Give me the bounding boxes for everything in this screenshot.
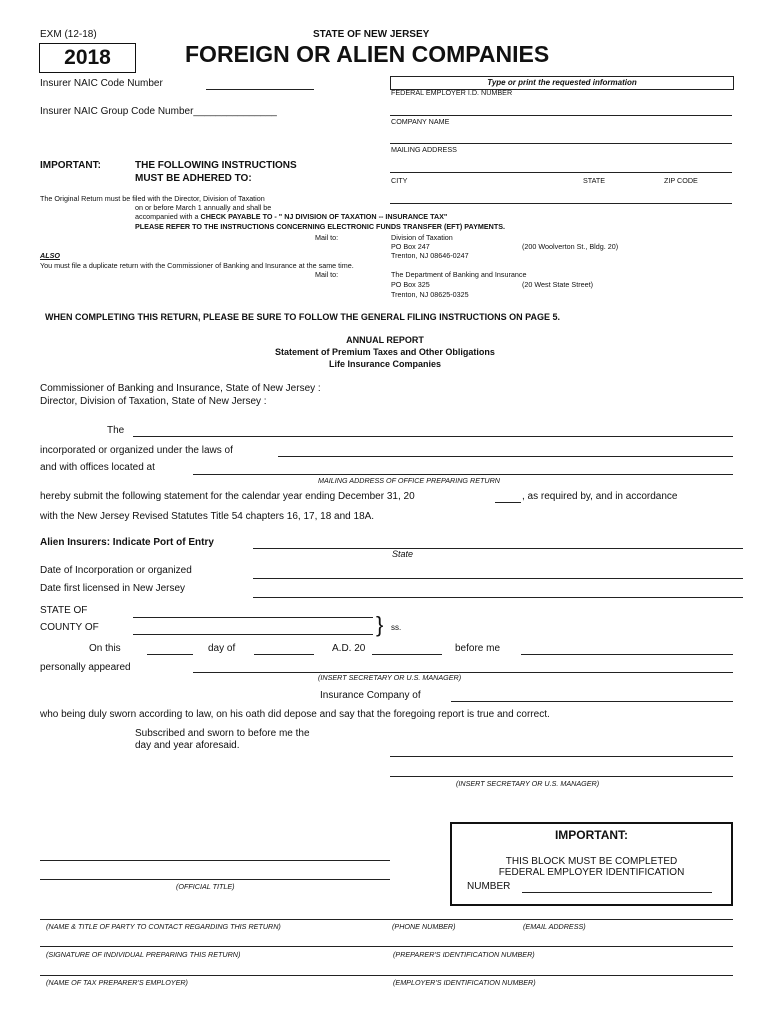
ss-label: ss. bbox=[391, 623, 402, 632]
tax-addr1: Division of Taxation bbox=[391, 233, 453, 242]
tax-addr2: PO Box 247 bbox=[391, 242, 430, 251]
brace: } bbox=[376, 612, 384, 637]
year-box bbox=[39, 43, 136, 73]
state-caption: State bbox=[392, 549, 414, 559]
mailing-address-label: MAILING ADDRESS bbox=[391, 145, 457, 154]
instr-line3-pre: accompanied with a bbox=[135, 212, 201, 221]
ad-field[interactable] bbox=[372, 654, 442, 655]
important-box-line3: NUMBER bbox=[467, 881, 511, 892]
mailing-address-field[interactable] bbox=[390, 143, 732, 144]
ad-label: A.D. 20 bbox=[332, 643, 366, 654]
important-box-line2: FEDERAL EMPLOYER IDENTIFICATION bbox=[498, 867, 685, 878]
tax-addr3: Trenton, NJ 08646-0247 bbox=[391, 251, 469, 260]
naic-code-field[interactable] bbox=[206, 89, 314, 90]
date-inc-field[interactable] bbox=[253, 578, 743, 579]
mailing-caption: MAILING ADDRESS OF OFFICE PREPARING RETURN bbox=[318, 476, 500, 485]
zip-label: ZIP CODE bbox=[664, 176, 698, 185]
tax-addr2-alt: (200 Woolverton St., Bldg. 20) bbox=[522, 242, 619, 251]
on-this-field[interactable] bbox=[147, 654, 193, 655]
addressee-2: Director, Division of Taxation, State of New Jersey : bbox=[40, 396, 267, 407]
personally-field[interactable] bbox=[193, 672, 733, 673]
county-of-label: COUNTY OF bbox=[40, 622, 99, 633]
general-note: WHEN COMPLETING THIS RETURN, PLEASE BE SURE TO FOLLOW THE GENERAL FILING INSTRUCTIONS ON PAGE 5. bbox=[45, 312, 561, 322]
date-lic-field[interactable] bbox=[253, 597, 743, 598]
before-me-field[interactable] bbox=[521, 654, 733, 655]
important-box bbox=[450, 822, 733, 906]
instr-line3-bold: CHECK PAYABLE TO - " NJ DIVISION OF TAXATION -- INSURANCE TAX" bbox=[200, 212, 448, 221]
also-label: ALSO bbox=[40, 251, 60, 260]
subscribed-field[interactable] bbox=[390, 756, 733, 757]
submit-post: , as required by, and in accordance bbox=[522, 491, 678, 502]
mail-to-2: Mail to: bbox=[315, 270, 339, 279]
day-of-field[interactable] bbox=[254, 654, 314, 655]
employer-id-caption: (EMPLOYER'S IDENTIFICATION NUMBER) bbox=[393, 978, 536, 987]
state-heading: STATE OF NEW JERSEY bbox=[313, 29, 430, 40]
company-name-field[interactable] bbox=[390, 115, 732, 116]
instruction-text: Type or print the requested information bbox=[487, 78, 637, 87]
instr-line1: The Original Return must be filed with the Director, Division of Taxation bbox=[40, 194, 265, 203]
bank-addr2: PO Box 325 bbox=[391, 280, 430, 289]
fein-number-field[interactable] bbox=[522, 892, 712, 893]
important-box-title: IMPORTANT: bbox=[554, 828, 629, 842]
form-title: FOREIGN OR ALIEN COMPANIES bbox=[185, 41, 550, 67]
official-signature-field[interactable] bbox=[40, 860, 390, 861]
instr-eft: PLEASE REFER TO THE INSTRUCTIONS CONCERNING ELECTRONIC FUNDS TRANSFER (EFT) PAYMENTS. bbox=[135, 222, 506, 231]
contact-caption: (NAME & TITLE OF PARTY TO CONTACT REGARDING THIS RETURN) bbox=[46, 922, 281, 931]
county-of-field[interactable] bbox=[133, 634, 373, 635]
secretary-caption: (INSERT SECRETARY OR U.S. MANAGER) bbox=[318, 673, 462, 682]
report-subtitle2: Life Insurance Companies bbox=[328, 359, 442, 369]
on-this-label: On this bbox=[89, 643, 121, 654]
instr-line2: on or before March 1 annually and shall be bbox=[135, 203, 272, 212]
city-label: CITY bbox=[391, 176, 408, 185]
offices-field[interactable] bbox=[193, 474, 733, 475]
subscribed-2: day and year aforesaid. bbox=[135, 740, 240, 751]
official-title-field[interactable] bbox=[40, 879, 390, 880]
report-title: ANNUAL REPORT bbox=[346, 335, 424, 345]
signature-caption: (SIGNATURE OF INDIVIDUAL PREPARING THIS RETURN) bbox=[46, 950, 241, 959]
naic-code-label: Insurer NAIC Code Number bbox=[40, 78, 163, 89]
incorporated-label: incorporated or organized under the laws of bbox=[40, 445, 233, 456]
city-field[interactable] bbox=[390, 172, 732, 173]
year-label: 2018 bbox=[64, 46, 111, 69]
important-box-line1: THIS BLOCK MUST BE COMPLETED bbox=[505, 856, 678, 867]
laws-of-field[interactable] bbox=[278, 456, 733, 457]
statutes-line: with the New Jersey Revised Statutes Title 54 chapters 16, 17, 18 and 18A. bbox=[40, 511, 375, 522]
city-state-zip-field[interactable] bbox=[390, 203, 732, 204]
sworn-line: who being duly sworn according to law, on his oath did depose and say that the foregoing report is true and correct. bbox=[40, 709, 550, 720]
state-of-field[interactable] bbox=[133, 617, 373, 618]
report-subtitle1: Statement of Premium Taxes and Other Obligations bbox=[275, 347, 495, 357]
company-name-label: COMPANY NAME bbox=[391, 117, 450, 126]
preparer-id-caption: (PREPARER'S IDENTIFICATION NUMBER) bbox=[393, 950, 535, 959]
secretary-caption-2: (INSERT SECRETARY OR U.S. MANAGER) bbox=[456, 779, 600, 788]
form-code: EXM (12-18) bbox=[40, 29, 97, 40]
signature-field[interactable] bbox=[40, 946, 733, 947]
state-label: STATE bbox=[583, 176, 606, 185]
ins-co-field[interactable] bbox=[451, 701, 733, 702]
personally-label: personally appeared bbox=[40, 662, 131, 673]
employer-name-caption: (NAME OF TAX PREPARER'S EMPLOYER) bbox=[46, 978, 188, 987]
date-lic-label: Date first licensed in New Jersey bbox=[40, 583, 186, 594]
official-title-caption: (OFFICIAL TITLE) bbox=[176, 882, 235, 891]
bank-addr2-alt: (20 West State Street) bbox=[522, 280, 593, 289]
fein-label: FEDERAL EMPLOYER I.D. NUMBER bbox=[391, 88, 513, 97]
before-me-label: before me bbox=[455, 643, 501, 654]
port-of-entry-field[interactable] bbox=[253, 548, 743, 549]
duplicate-line: You must file a duplicate return with the Commissioner of Banking and Insurance at the same time. bbox=[40, 261, 354, 270]
bank-addr1: The Department of Banking and Insurance bbox=[391, 270, 527, 279]
alien-label: Alien Insurers: Indicate Port of Entry bbox=[40, 537, 214, 548]
state-of-label: STATE OF bbox=[40, 605, 88, 616]
important-line2: MUST BE ADHERED TO: bbox=[135, 173, 252, 184]
company-field[interactable] bbox=[133, 436, 733, 437]
secretary-signature-field[interactable] bbox=[390, 776, 733, 777]
ins-co-label: Insurance Company of bbox=[320, 690, 421, 701]
subscribed-1: Subscribed and sworn to before me the bbox=[135, 728, 310, 739]
submit-label: hereby submit the following statement for the calendar year ending December 31, 20 bbox=[40, 491, 415, 502]
phone-caption: (PHONE NUMBER) bbox=[392, 922, 456, 931]
bank-addr3: Trenton, NJ 08625-0325 bbox=[391, 290, 469, 299]
the-label: The bbox=[107, 425, 125, 436]
year-field[interactable] bbox=[495, 502, 521, 503]
date-inc-label: Date of Incorporation or organized bbox=[40, 565, 192, 576]
email-caption: (EMAIL ADDRESS) bbox=[523, 922, 586, 931]
naic-group-label[interactable]: Insurer NAIC Group Code Number_______________ bbox=[40, 106, 277, 117]
contact-field[interactable] bbox=[40, 919, 733, 920]
important-line1: THE FOLLOWING INSTRUCTIONS bbox=[135, 160, 297, 171]
day-of-label: day of bbox=[208, 643, 236, 654]
important-label: IMPORTANT: bbox=[40, 160, 101, 171]
employer-field[interactable] bbox=[40, 975, 733, 976]
instr-line3 bbox=[135, 212, 447, 221]
addressee-1: Commissioner of Banking and Insurance, State of New Jersey : bbox=[40, 383, 321, 394]
offices-label: and with offices located at bbox=[40, 462, 155, 473]
mail-to-1: Mail to: bbox=[315, 233, 339, 242]
